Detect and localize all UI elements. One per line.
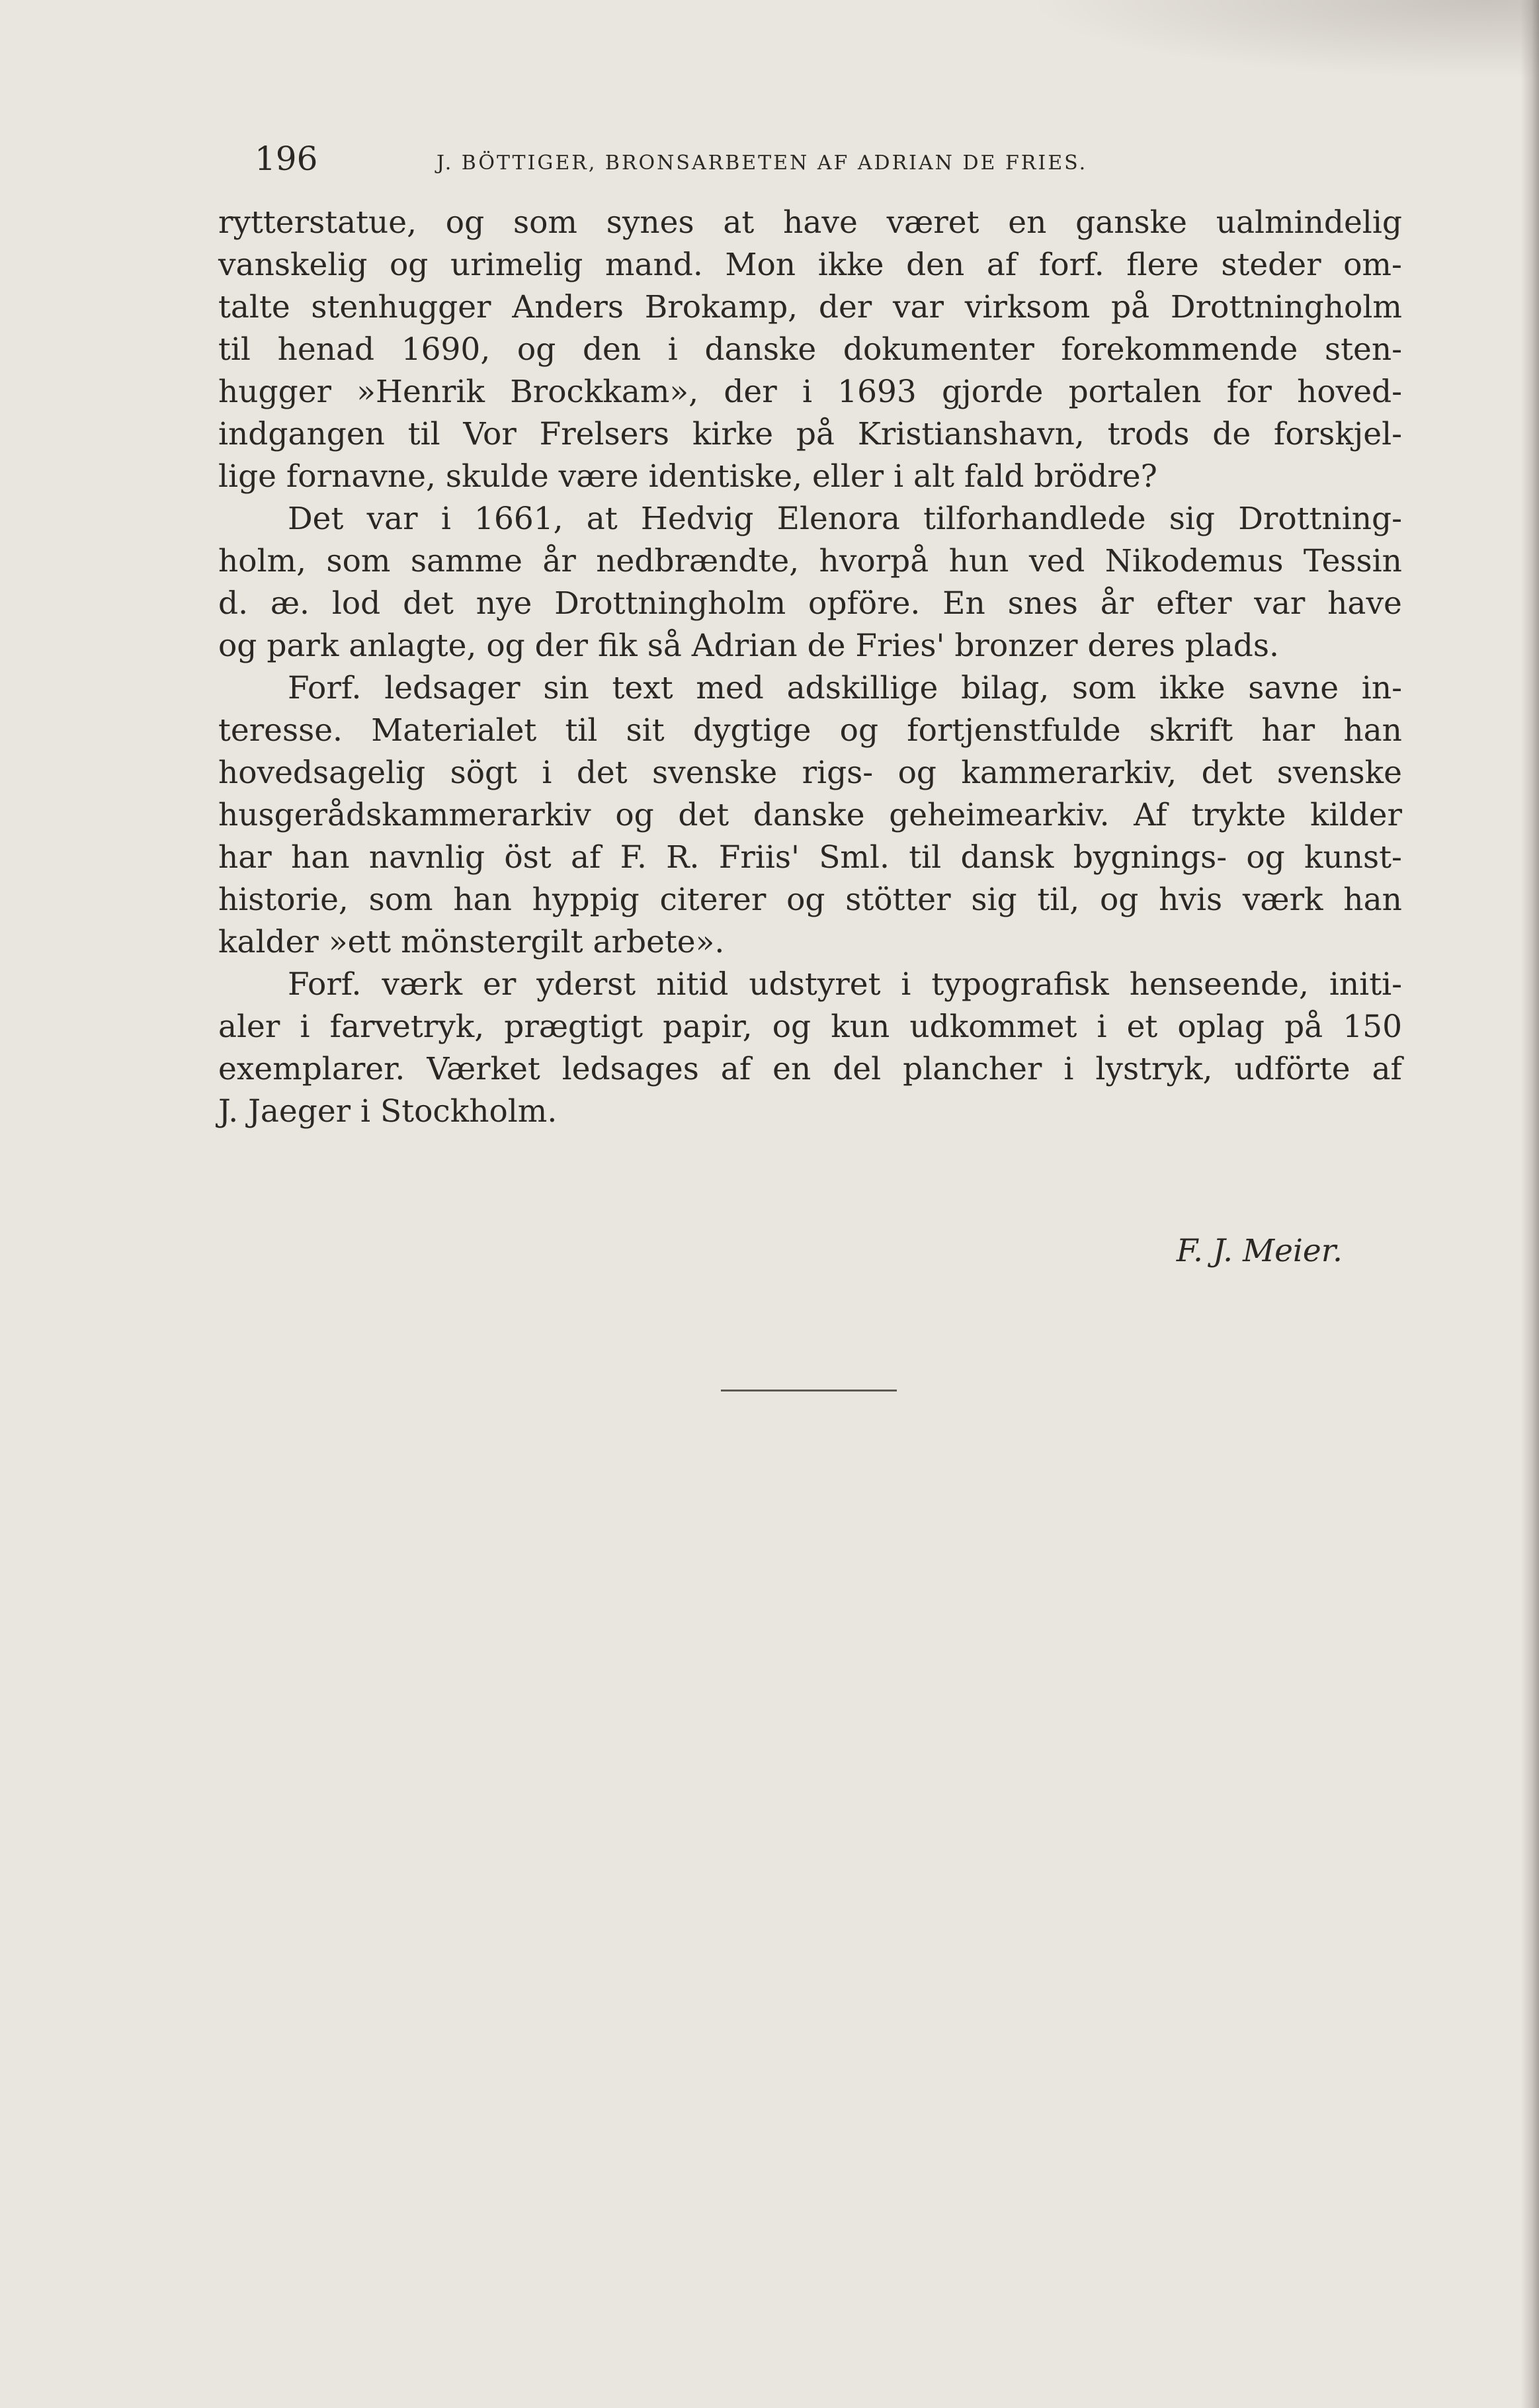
text-line: husgerådskammerarkiv og det danske geheimearkiv. Af trykte kilder: [218, 797, 1402, 833]
text-line: kalder »ett mönstergilt arbete».: [218, 924, 725, 960]
text-line: Forf. værk er yderst nitid udstyret i typografisk henseende, initi-: [288, 966, 1402, 1003]
page-curl-shadow: [1025, 0, 1539, 79]
text-line: hugger »Henrik Brockkam», der i 1693 gjorde portalen for hoved-: [218, 374, 1402, 410]
text-line: vanskelig og urimelig mand. Mon ikke den af forf. flere steder om-: [218, 247, 1402, 283]
page-header: [218, 136, 1402, 182]
text-line: J. Jaeger i Stockholm.: [218, 1093, 558, 1130]
text-line: hovedsagelig sögt i det svenske rigs- og kammerarkiv, det svenske: [218, 755, 1402, 791]
text-line: holm, som samme år nedbrændte, hvorpå hun ved Nikodemus Tessin: [218, 543, 1402, 579]
text-line: lige fornavne, skulde være identiske, eller i alt fald brödre?: [218, 458, 1157, 495]
text-line: historie, som han hyppig citerer og stötter sig til, og hvis værk han: [218, 882, 1402, 918]
text-line: rytterstatue, og som synes at have været en ganske ualmindelig: [218, 204, 1402, 241]
text-line: og park anlagte, og der fik så Adrian de Fries' bronzer deres plads.: [218, 628, 1279, 664]
text-line: Forf. ledsager sin text med adskillige bilag, som ikke savne in-: [288, 670, 1402, 706]
text-line: teresse. Materialet til sit dygtige og fortjenstfulde skrift har han: [218, 712, 1402, 749]
running-head: J. BÖTTIGER, BRONSARBETEN AF ADRIAN DE FRIES.: [437, 151, 1088, 175]
text-line: indgangen til Vor Frelsers kirke på Kristianshavn, trods de forskjel-: [218, 416, 1402, 452]
text-line: d. æ. lod det nye Drottningholm opföre. En snes år efter var have: [218, 585, 1402, 622]
text-line: Det var i 1661, at Hedvig Elenora tilforhandlede sig Drottning-: [288, 501, 1402, 537]
body-text: [218, 202, 1402, 1133]
page-number: 196: [255, 140, 318, 178]
page-edge-shadow: [1520, 0, 1539, 2408]
text-line: til henad 1690, og den i danske dokumenter forekommende sten-: [218, 331, 1402, 368]
text-line: aler i farvetryk, prægtigt papir, og kun udkommet i et oplag på 150: [218, 1009, 1402, 1045]
text-line: talte stenhugger Anders Brokamp, der var virksom på Drottningholm: [218, 289, 1402, 325]
text-line: har han navnlig öst af F. R. Friis' Sml. til dansk bygnings- og kunst-: [218, 839, 1402, 876]
signature: F. J. Meier.: [1176, 1233, 1343, 1269]
section-divider: [721, 1390, 897, 1391]
text-line: exemplarer. Værket ledsages af en del plancher i lystryk, udförte af: [218, 1051, 1402, 1087]
